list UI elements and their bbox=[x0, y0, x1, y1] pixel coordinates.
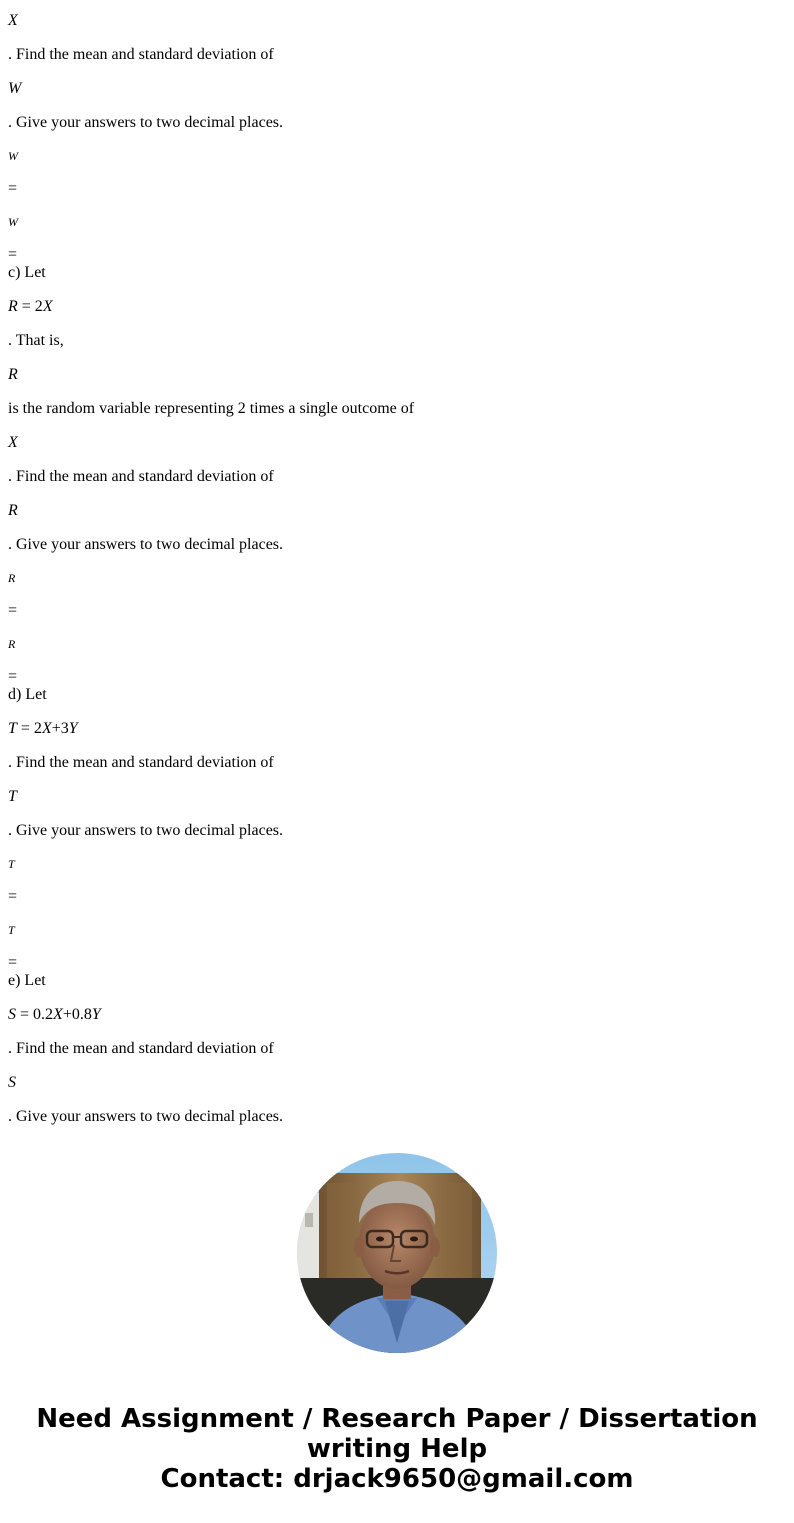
equals-sign: = bbox=[8, 180, 18, 197]
equals-sign: = bbox=[8, 954, 18, 971]
text-line: S bbox=[8, 1074, 16, 1091]
equation: R = 2X bbox=[8, 298, 53, 315]
text-line: X bbox=[8, 434, 18, 451]
text-line: . Give your answers to two decimal places. bbox=[8, 114, 284, 131]
equals-sign: = bbox=[8, 888, 18, 905]
clipped-line bbox=[0, 1106, 794, 1126]
banner-line: writing Help bbox=[306, 1434, 488, 1464]
text-line: is the random variable representing 2 times a single outcome of bbox=[8, 400, 415, 417]
part-heading: c) Let bbox=[8, 264, 46, 281]
sd-symbol: R bbox=[8, 637, 16, 651]
text-line: . Find the mean and standard deviation of bbox=[8, 754, 274, 771]
mean-symbol: R bbox=[8, 571, 16, 585]
author-avatar bbox=[297, 1153, 497, 1353]
part-heading: e) Let bbox=[8, 972, 46, 989]
text-line: R bbox=[8, 366, 18, 383]
text-line: . Find the mean and standard deviation of bbox=[8, 1040, 274, 1057]
text-line: . Find the mean and standard deviation of bbox=[8, 468, 274, 485]
equation: T = 2X+3Y bbox=[8, 720, 78, 737]
sd-symbol: T bbox=[8, 923, 15, 937]
mean-symbol: T bbox=[8, 857, 15, 871]
text-line: . Give your answers to two decimal places. bbox=[8, 822, 284, 839]
text-line: W bbox=[8, 80, 22, 97]
text-line: T bbox=[8, 788, 17, 805]
banner-line: Need Assignment / Research Paper / Dissertation bbox=[36, 1404, 758, 1434]
equation: S = 0.2X+0.8Y bbox=[8, 1006, 101, 1023]
equals-sign: = bbox=[8, 246, 18, 263]
text-line: . That is, bbox=[8, 332, 64, 349]
contact-email: Contact: drjack9650@gmail.com bbox=[160, 1464, 634, 1494]
text-line: . Find the mean and standard deviation of bbox=[8, 46, 274, 63]
mean-symbol: W bbox=[8, 149, 18, 163]
text-line: . Give your answers to two decimal places. bbox=[8, 1108, 284, 1125]
text-line: R bbox=[8, 502, 18, 519]
sd-symbol: W bbox=[8, 215, 18, 229]
text-line: . Give your answers to two decimal places. bbox=[8, 536, 284, 553]
equals-sign: = bbox=[8, 668, 18, 685]
text-line: X bbox=[8, 12, 18, 29]
avatar-photo bbox=[297, 1153, 497, 1353]
equals-sign: = bbox=[8, 602, 18, 619]
part-heading: d) Let bbox=[8, 686, 47, 703]
contact-banner bbox=[0, 1404, 794, 1494]
